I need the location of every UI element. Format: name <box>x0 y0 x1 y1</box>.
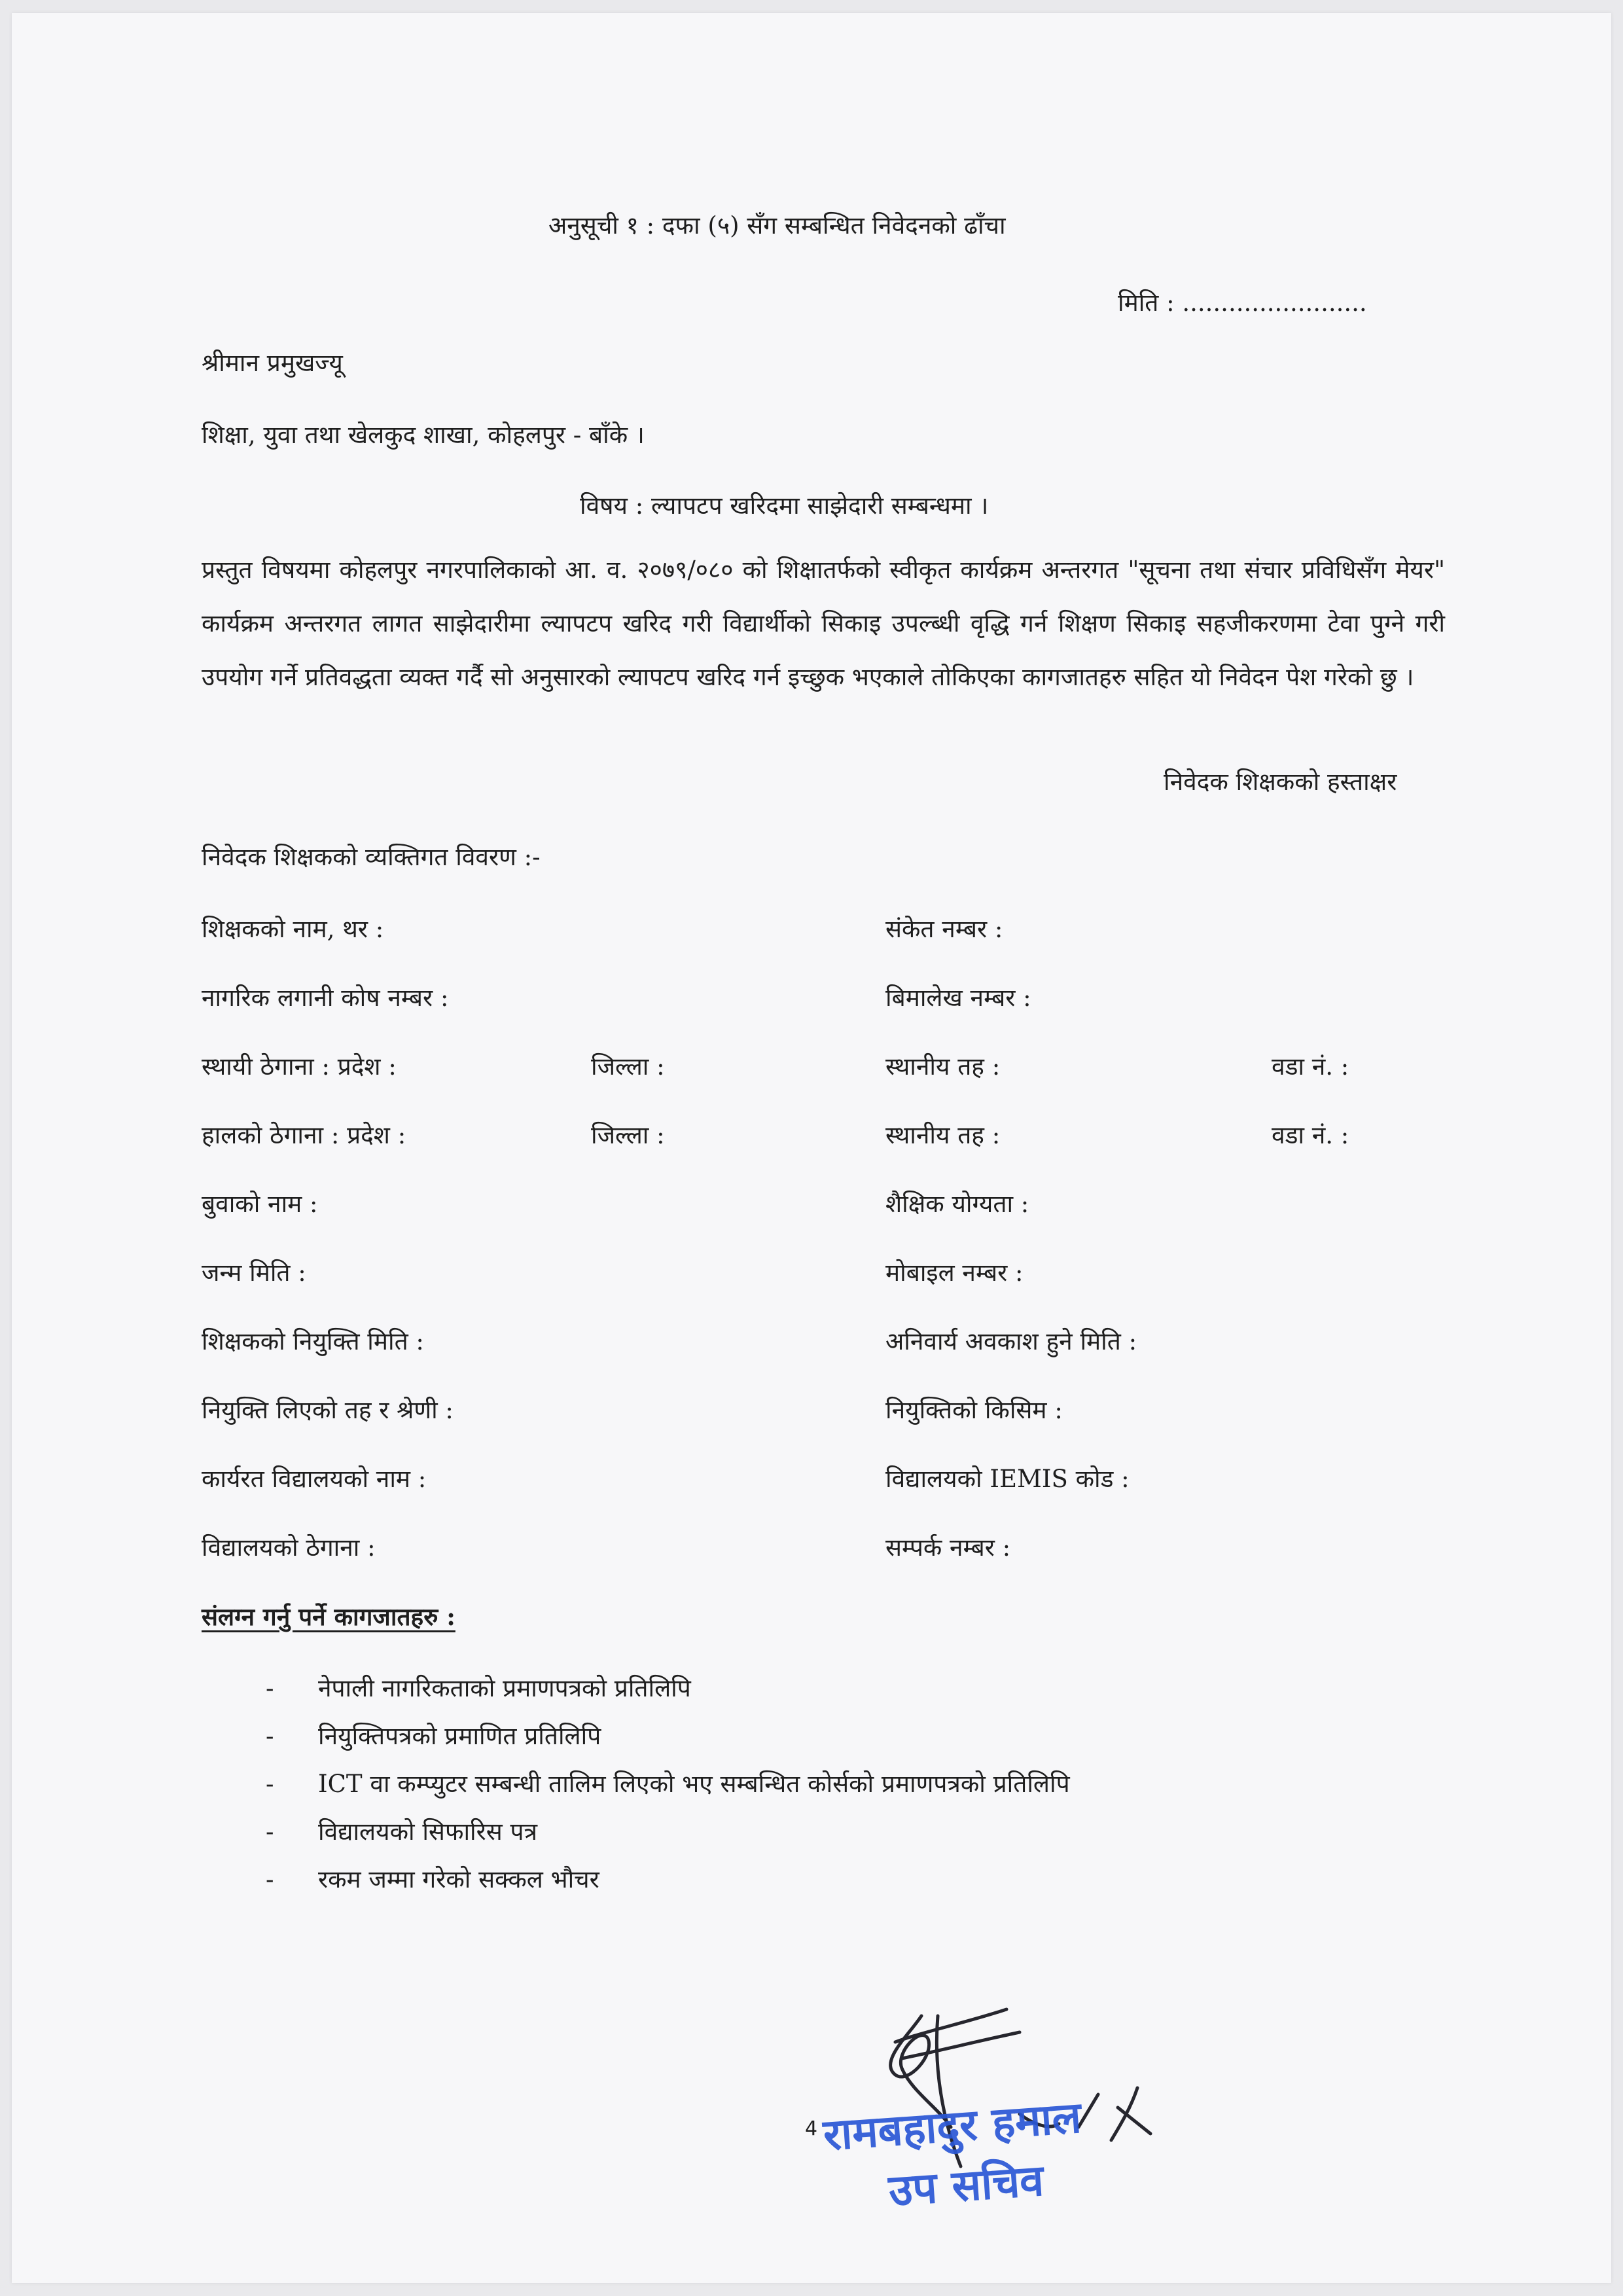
form-title: अनुसूची १ : दफा (५) सँग सम्बन्धित निवेदनको ढाँचा <box>548 211 1006 240</box>
field-father-name: बुवाको नाम : <box>202 1190 318 1218</box>
field-qualification: शैक्षिक योग्यता : <box>885 1190 1029 1218</box>
date-field: मिति : ........................ <box>1118 289 1367 317</box>
signature-label: निवेदक शिक्षकको हस्ताक्षर <box>1164 768 1397 796</box>
list-item: - विद्यालयको सिफारिस पत्र <box>266 1816 1313 1848</box>
field-permanent-district: जिल्ला : <box>591 1052 665 1081</box>
body-paragraph: प्रस्तुत विषयमा कोहलपुर नगरपालिकाको आ. व. २०७९/०८० को शिक्षातर्फको स्वीकृत कार्यक्रम अन्तरगत "सूचना तथा संचार प्रविधिसँग मेयर" कार्यक्रम अन्तरगत लागत साझेदारीमा ल्यापटप खरिद गरी विद्यार्थीको सिकाइ उपल्ब्धी वृद्धि गर्न शिक्षण सिकाइ सहजीकरणमा टेवा पुग्ने गरी उपयोग गर्ने प्रतिवद्धता व्यक्त गर्दै सो अनुसारको ल्यापटप खरिद गर्न इच्छुक भएकाले तोकिएका कागजातहरु सहित यो निवेदन पेश गरेको छु । <box>202 556 1445 691</box>
field-policy-number: बिमालेख नम्बर : <box>885 984 1031 1012</box>
salutation: श्रीमान प्रमुखज्यू <box>202 349 343 377</box>
document-page <box>12 13 1611 2283</box>
field-current-province: हालको ठेगाना : प्रदेश : <box>202 1121 406 1149</box>
field-mobile-number: मोबाइल नम्बर : <box>885 1259 1024 1287</box>
field-appointment-type: नियुक्तिको किसिम : <box>885 1396 1063 1424</box>
field-cit-number: नागरिक लगानी कोष नम्बर : <box>202 984 449 1012</box>
field-iemis-code: विद्यालयको IEMIS कोड : <box>885 1465 1130 1493</box>
field-current-ward: वडा नं. : <box>1272 1121 1349 1149</box>
dash-icon: - <box>266 1865 274 1893</box>
field-permanent-province: स्थायी ठेगाना : प्रदेश : <box>202 1052 397 1081</box>
stamp-name: रामबहादुर हमाल <box>821 2092 1083 2161</box>
dash-icon: - <box>266 1818 274 1846</box>
field-contact-number: सम्पर्क नम्बर : <box>885 1534 1011 1562</box>
subject-line: विषय : ल्यापटप खरिदमा साझेदारी सम्बन्धमा । <box>580 492 989 520</box>
list-item: - ICT वा कम्प्युटर सम्बन्धी तालिम लिएको भए सम्बन्धित कोर्सको प्रमाणपत्रको प्रतिलिपि <box>266 1768 1313 1801</box>
attachments-heading: संलग्न गर्नु पर्ने कागजातहरु : <box>202 1602 455 1631</box>
field-teacher-name: शिक्षकको नाम, थर : <box>202 915 384 943</box>
list-item: - रकम जम्मा गरेको सक्कल भौचर <box>266 1863 1313 1896</box>
field-current-local-level: स्थानीय तह : <box>885 1121 1001 1149</box>
field-current-district: जिल्ला : <box>591 1121 665 1149</box>
stamp-title: उप सचिव <box>887 2155 1046 2216</box>
page-number: 4 <box>805 2117 818 2140</box>
dash-icon: - <box>266 1722 274 1750</box>
dash-icon: - <box>266 1770 274 1798</box>
list-item: - नेपाली नागरिकताको प्रमाणपत्रको प्रतिलिपि <box>266 1672 1313 1705</box>
field-permanent-local-level: स्थानीय तह : <box>885 1052 1001 1081</box>
field-birth-date: जन्म मिति : <box>202 1259 306 1287</box>
field-appointment-date: शिक्षकको नियुक्ति मिति : <box>202 1327 424 1355</box>
dash-icon: - <box>266 1674 274 1702</box>
details-heading: निवेदक शिक्षकको व्यक्तिगत विवरण :- <box>202 843 541 871</box>
field-code-number: संकेत नम्बर : <box>885 915 1003 943</box>
field-level-grade: नियुक्ति लिएको तह र श्रेणी : <box>202 1396 454 1424</box>
office-address: शिक्षा, युवा तथा खेलकुद शाखा, कोहलपुर - बाँके । <box>202 421 645 449</box>
list-item: - नियुक्तिपत्रको प्रमाणित प्रतिलिपि <box>266 1720 1313 1753</box>
field-school-name: कार्यरत विद्यालयको नाम : <box>202 1465 427 1493</box>
field-retirement-date: अनिवार्य अवकाश हुने मिति : <box>885 1327 1137 1355</box>
field-school-address: विद्यालयको ठेगाना : <box>202 1534 376 1562</box>
field-permanent-ward: वडा नं. : <box>1272 1052 1349 1081</box>
